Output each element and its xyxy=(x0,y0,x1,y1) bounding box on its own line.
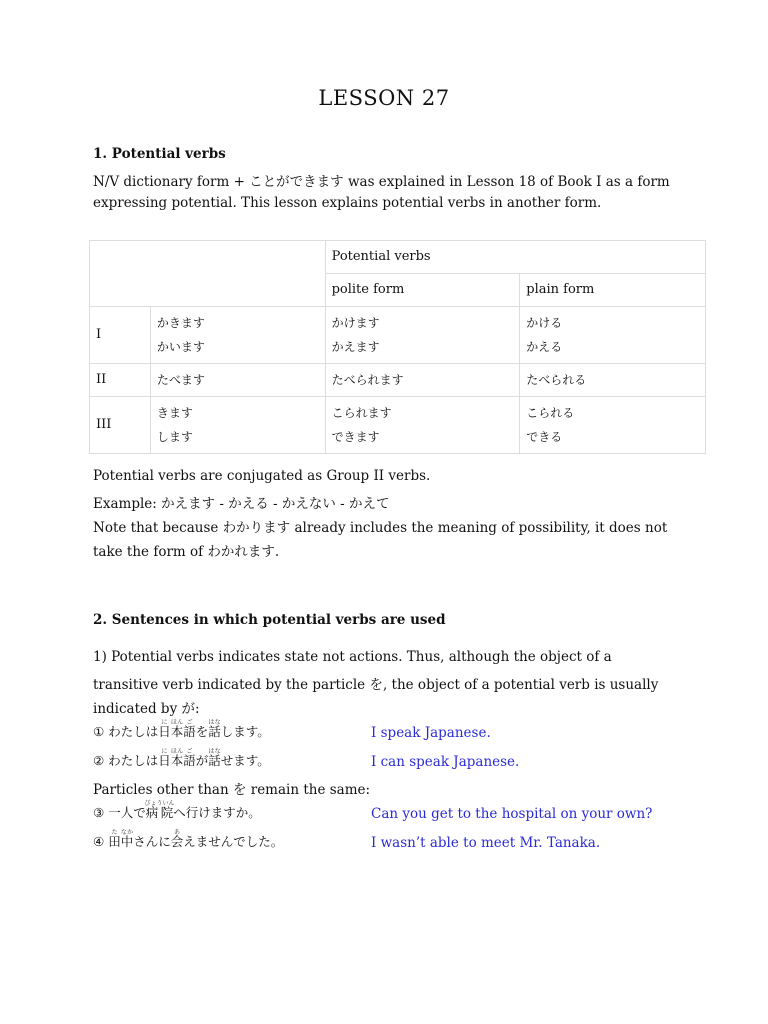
masu-form-cell xyxy=(150,364,325,397)
polite-form: たべられます xyxy=(331,373,404,387)
masu-form-cell xyxy=(150,307,325,364)
furigana-word: 会あ xyxy=(170,829,184,849)
plain-form: できる xyxy=(526,430,563,444)
example-1-japanese xyxy=(93,719,270,740)
polite-form: かえます xyxy=(331,340,380,354)
wakarimasu-note-line-2: take the form of わかれます. xyxy=(93,544,280,560)
group-cell: II xyxy=(90,364,151,397)
furigana-word: 病院びょういん xyxy=(144,800,175,820)
conjugation-example: Example: かえます - かえる - かえない - かえて xyxy=(93,496,390,512)
example-text: へ行けますか。 xyxy=(173,805,261,820)
example-text: わたしは xyxy=(108,724,159,739)
example-text: します。 xyxy=(220,724,270,739)
example-text: が xyxy=(195,753,209,768)
example-text: さんに xyxy=(133,834,171,849)
potential-verbs-table xyxy=(89,240,706,454)
furigana-word: 話はな xyxy=(208,719,221,739)
polite-form-cell xyxy=(325,397,520,454)
section-2-paragraph-line-3: indicated by が: xyxy=(93,701,200,717)
plain-form-cell xyxy=(520,307,706,364)
example-2-japanese xyxy=(93,748,270,769)
plain-form-cell xyxy=(520,364,706,397)
group-cell: I xyxy=(90,307,151,364)
masu-form: かいます xyxy=(156,340,205,354)
wakarimasu-note-line-1: Note that because わかります already includes the meaning of possibility, it does not xyxy=(93,520,668,536)
masu-form: します xyxy=(156,430,193,444)
table-row xyxy=(90,307,706,364)
plain-form-cell xyxy=(520,397,706,454)
example-text: を xyxy=(195,724,209,739)
plain-form: たべられる xyxy=(526,373,587,387)
example-1-english: I speak Japanese. xyxy=(371,725,491,741)
furigana-word: 中なか xyxy=(120,829,134,849)
example-text: せます。 xyxy=(220,753,270,768)
polite-form: こられます xyxy=(331,406,392,420)
furigana-word: 本ほん xyxy=(170,748,184,768)
plain-form: かける xyxy=(526,316,563,330)
section-2-heading: 2. Sentences in which potential verbs are used xyxy=(93,612,446,628)
table-row xyxy=(90,241,706,274)
example-3-japanese xyxy=(93,800,261,821)
furigana-word: 語ご xyxy=(183,719,196,739)
example-4-english: I wasn’t able to meet Mr. Tanaka. xyxy=(371,835,601,851)
plain-form: かえる xyxy=(526,340,563,354)
furigana-word: 語ご xyxy=(183,748,196,768)
polite-form-cell xyxy=(325,364,520,397)
polite-form: できます xyxy=(331,430,380,444)
example-2-english: I can speak Japanese. xyxy=(371,754,520,770)
group-cell: III xyxy=(90,397,151,454)
example-number: ② xyxy=(93,753,105,768)
section-2-paragraph-line-2: transitive verb indicated by the particle を, the object of a potential verb is usually xyxy=(93,677,659,693)
section-1-intro-line-2: expressing potential. This lesson explains potential verbs in another form. xyxy=(93,195,602,211)
masu-form: たべます xyxy=(156,373,205,387)
header-potential-verbs: Potential verbs xyxy=(325,241,705,274)
furigana-word: 田た xyxy=(108,829,121,849)
example-number: ③ xyxy=(93,805,105,820)
example-3-english: Can you get to the hospital on your own? xyxy=(371,806,653,822)
section-1-heading: 1. Potential verbs xyxy=(93,146,226,162)
table-row xyxy=(90,364,706,397)
example-4-japanese xyxy=(93,829,283,850)
conjugation-note: Potential verbs are conjugated as Group II verbs. xyxy=(93,468,431,484)
table-corner-cell xyxy=(90,241,326,307)
example-number: ④ xyxy=(93,834,105,849)
header-plain-form: plain form xyxy=(520,274,706,307)
furigana-word: 話はな xyxy=(208,748,221,768)
polite-form: かけます xyxy=(331,316,380,330)
furigana-word: 日に xyxy=(158,719,171,739)
page-title: LESSON 27 xyxy=(318,86,450,110)
header-polite-form: polite form xyxy=(325,274,520,307)
section-2-paragraph-line-1: 1) Potential verbs indicates state not actions. Thus, although the object of a xyxy=(93,649,612,665)
masu-form: きます xyxy=(156,406,193,420)
plain-form: こられる xyxy=(526,406,575,420)
masu-form: かきます xyxy=(156,316,205,330)
polite-form-cell xyxy=(325,307,520,364)
masu-form-cell xyxy=(150,397,325,454)
example-text: わたしは xyxy=(108,753,159,768)
furigana-word: 本ほん xyxy=(170,719,184,739)
example-number: ① xyxy=(93,724,105,739)
section-1-intro-line-1: N/V dictionary form + ことができます was explained in Lesson 18 of Book I as a form xyxy=(93,174,670,190)
furigana-word: 日に xyxy=(158,748,171,768)
table-row xyxy=(90,397,706,454)
example-text: えませんでした。 xyxy=(183,834,284,849)
particles-note: Particles other than を remain the same: xyxy=(93,782,371,798)
example-text: 一人で xyxy=(108,805,146,820)
